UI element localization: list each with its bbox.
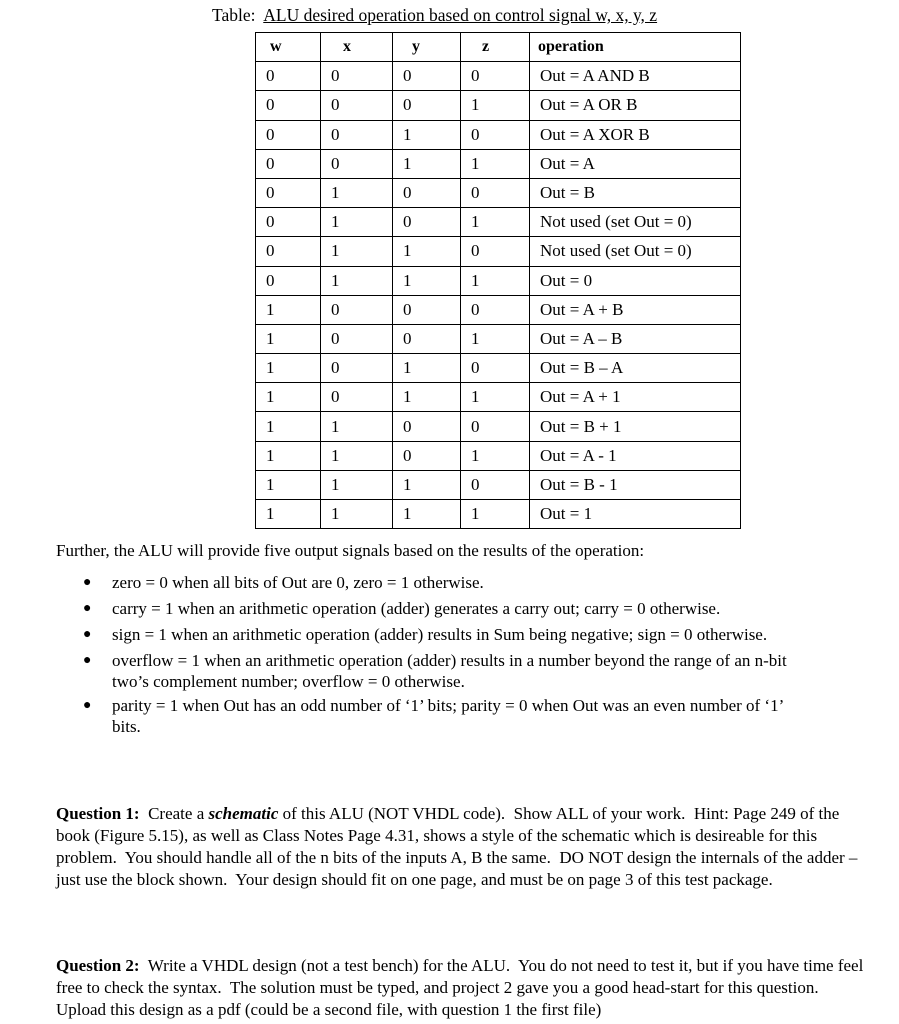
bullet-text-continued: bits. <box>112 717 141 736</box>
table-cell-w: 1 <box>256 383 321 412</box>
table-cell-z: 1 <box>461 441 530 470</box>
table-cell-z: 0 <box>461 412 530 441</box>
table-cell-y: 1 <box>393 237 461 266</box>
question-2-text: Write a VHDL design (not a test bench) for the ALU. You do not need to test it, but if you have time feel free to check the syntax. The solution must be typed, and project 2 gave you a good head-start for this question. Upload this design as a pdf (could be a second file, with question 1 the first file) <box>56 956 868 1019</box>
question-1-pre: Create a <box>139 804 209 823</box>
table-cell-x: 1 <box>321 412 393 441</box>
table-cell-x: 0 <box>321 62 393 91</box>
table-cell-operation: Out = A <box>530 149 741 178</box>
table-cell-z: 1 <box>461 91 530 120</box>
table-cell-operation: Out = B - 1 <box>530 470 741 499</box>
table-cell-operation: Out = A + B <box>530 295 741 324</box>
table-cell-y: 0 <box>393 412 461 441</box>
table-cell-operation: Out = A – B <box>530 324 741 353</box>
question-2-label: Question 2: <box>56 956 140 975</box>
table-cell-z: 0 <box>461 120 530 149</box>
table-cell-w: 0 <box>256 149 321 178</box>
bullet-text: overflow = 1 when an arithmetic operation (adder) results in a number beyond the range of an n-bit <box>112 651 787 670</box>
table-cell-x: 1 <box>321 266 393 295</box>
question-1-label: Question 1: <box>56 804 140 823</box>
table-cell-y: 1 <box>393 120 461 149</box>
table-cell-x: 0 <box>321 324 393 353</box>
table-cell-y: 0 <box>393 295 461 324</box>
bullet-icon: ● <box>83 627 92 642</box>
list-item <box>83 648 873 693</box>
alu-operation-table <box>255 32 741 529</box>
table-row <box>256 178 741 207</box>
table-cell-w: 0 <box>256 62 321 91</box>
table-cell-x: 0 <box>321 149 393 178</box>
table-cell-w: 0 <box>256 237 321 266</box>
table-cell-z: 0 <box>461 295 530 324</box>
table-row <box>256 324 741 353</box>
table-row <box>256 441 741 470</box>
table-cell-w: 1 <box>256 412 321 441</box>
table-cell-y: 0 <box>393 324 461 353</box>
table-row <box>256 91 741 120</box>
table-cell-x: 0 <box>321 354 393 383</box>
table-cell-w: 0 <box>256 178 321 207</box>
table-cell-operation: Out = A XOR B <box>530 120 741 149</box>
header-operation: operation <box>530 33 741 62</box>
table-cell-y: 0 <box>393 62 461 91</box>
table-cell-w: 1 <box>256 470 321 499</box>
table-cell-operation: Out = 0 <box>530 266 741 295</box>
table-cell-w: 1 <box>256 324 321 353</box>
table-cell-x: 1 <box>321 178 393 207</box>
further-paragraph: Further, the ALU will provide five output signals based on the results of the operation: <box>56 541 645 560</box>
question-2 <box>56 955 876 1021</box>
header-x: x <box>321 33 393 62</box>
question-1-text: of this ALU (NOT VHDL code). Show ALL of your work. Hint: Page 249 of the book (Figure 5.15), as well as Class Notes Page 4.31, shows a style of the schematic which is desireable for this problem. You should handle all of the n bits of the inputs A, B the same. DO NOT design the internals of the adder – just use the block shown. Your design should fit on one page, and must be on page 3 of this test package. <box>56 804 862 889</box>
table-cell-x: 1 <box>321 470 393 499</box>
table-cell-z: 0 <box>461 354 530 383</box>
table-cell-z: 0 <box>461 178 530 207</box>
table-cell-w: 1 <box>256 295 321 324</box>
table-row <box>256 208 741 237</box>
output-signal-list <box>83 570 873 738</box>
question-1 <box>56 803 876 891</box>
table-cell-y: 0 <box>393 441 461 470</box>
table-row <box>256 383 741 412</box>
table-cell-x: 1 <box>321 208 393 237</box>
table-row <box>256 266 741 295</box>
table-cell-x: 0 <box>321 295 393 324</box>
table-cell-operation: Not used (set Out = 0) <box>530 208 741 237</box>
bullet-icon: ● <box>83 698 92 713</box>
table-row <box>256 237 741 266</box>
table-cell-operation: Out = A + 1 <box>530 383 741 412</box>
table-cell-x: 1 <box>321 500 393 529</box>
bullet-text: carry = 1 when an arithmetic operation (adder) generates a carry out; carry = 0 otherwise. <box>112 599 721 618</box>
bullet-text: zero = 0 when all bits of Out are 0, zero = 1 otherwise. <box>112 573 484 592</box>
table-cell-operation: Out = B – A <box>530 354 741 383</box>
table-cell-w: 1 <box>256 354 321 383</box>
caption-text: ALU desired operation based on control signal w, x, y, z <box>263 5 658 25</box>
table-cell-operation: Out = A - 1 <box>530 441 741 470</box>
table-row <box>256 500 741 529</box>
table-row <box>256 295 741 324</box>
table-cell-y: 1 <box>393 500 461 529</box>
table-cell-y: 1 <box>393 383 461 412</box>
table-cell-y: 1 <box>393 470 461 499</box>
table-cell-y: 0 <box>393 91 461 120</box>
table-cell-operation: Out = 1 <box>530 500 741 529</box>
table-cell-y: 1 <box>393 266 461 295</box>
table-cell-operation: Out = A AND B <box>530 62 741 91</box>
list-item <box>83 622 873 648</box>
table-cell-x: 0 <box>321 91 393 120</box>
list-item <box>83 693 873 738</box>
table-cell-x: 0 <box>321 120 393 149</box>
table-cell-z: 0 <box>461 237 530 266</box>
bullet-icon: ● <box>83 653 92 668</box>
table-row <box>256 149 741 178</box>
table-cell-y: 0 <box>393 208 461 237</box>
table-cell-w: 0 <box>256 266 321 295</box>
table-cell-w: 1 <box>256 500 321 529</box>
question-1-emphasis: schematic <box>208 804 279 823</box>
table-cell-z: 1 <box>461 383 530 412</box>
table-cell-z: 1 <box>461 324 530 353</box>
table-row <box>256 412 741 441</box>
table-cell-z: 1 <box>461 208 530 237</box>
table-cell-z: 0 <box>461 62 530 91</box>
table-cell-z: 1 <box>461 500 530 529</box>
table-cell-y: 1 <box>393 149 461 178</box>
table-body <box>256 62 741 529</box>
bullet-icon: ● <box>83 601 92 616</box>
table-header-row <box>256 33 741 62</box>
header-z: z <box>461 33 530 62</box>
table-caption <box>212 4 657 26</box>
header-y: y <box>393 33 461 62</box>
table-cell-operation: Not used (set Out = 0) <box>530 237 741 266</box>
table-cell-w: 0 <box>256 208 321 237</box>
table-row <box>256 354 741 383</box>
table-cell-operation: Out = B <box>530 178 741 207</box>
table-cell-operation: Out = B + 1 <box>530 412 741 441</box>
table-cell-x: 1 <box>321 441 393 470</box>
table-cell-w: 0 <box>256 91 321 120</box>
table-cell-operation: Out = A OR B <box>530 91 741 120</box>
table-row <box>256 470 741 499</box>
table-cell-x: 1 <box>321 237 393 266</box>
table-cell-y: 1 <box>393 354 461 383</box>
bullet-text: sign = 1 when an arithmetic operation (adder) results in Sum being negative; sign = 0 otherwise. <box>112 625 768 644</box>
bullet-text-continued: two’s complement number; overflow = 0 otherwise. <box>112 672 465 691</box>
table-cell-z: 1 <box>461 149 530 178</box>
bullet-icon: ● <box>83 575 92 590</box>
bullet-text: parity = 1 when Out has an odd number of ‘1’ bits; parity = 0 when Out was an even number of ‘1’ <box>112 696 785 715</box>
table-cell-z: 0 <box>461 470 530 499</box>
table-row <box>256 120 741 149</box>
table-cell-x: 0 <box>321 383 393 412</box>
table-cell-w: 0 <box>256 120 321 149</box>
list-item <box>83 570 873 596</box>
table-row <box>256 62 741 91</box>
list-item <box>83 596 873 622</box>
caption-prefix: Table: <box>212 5 264 25</box>
table-cell-y: 0 <box>393 178 461 207</box>
table-cell-z: 1 <box>461 266 530 295</box>
table-cell-w: 1 <box>256 441 321 470</box>
header-w: w <box>256 33 321 62</box>
